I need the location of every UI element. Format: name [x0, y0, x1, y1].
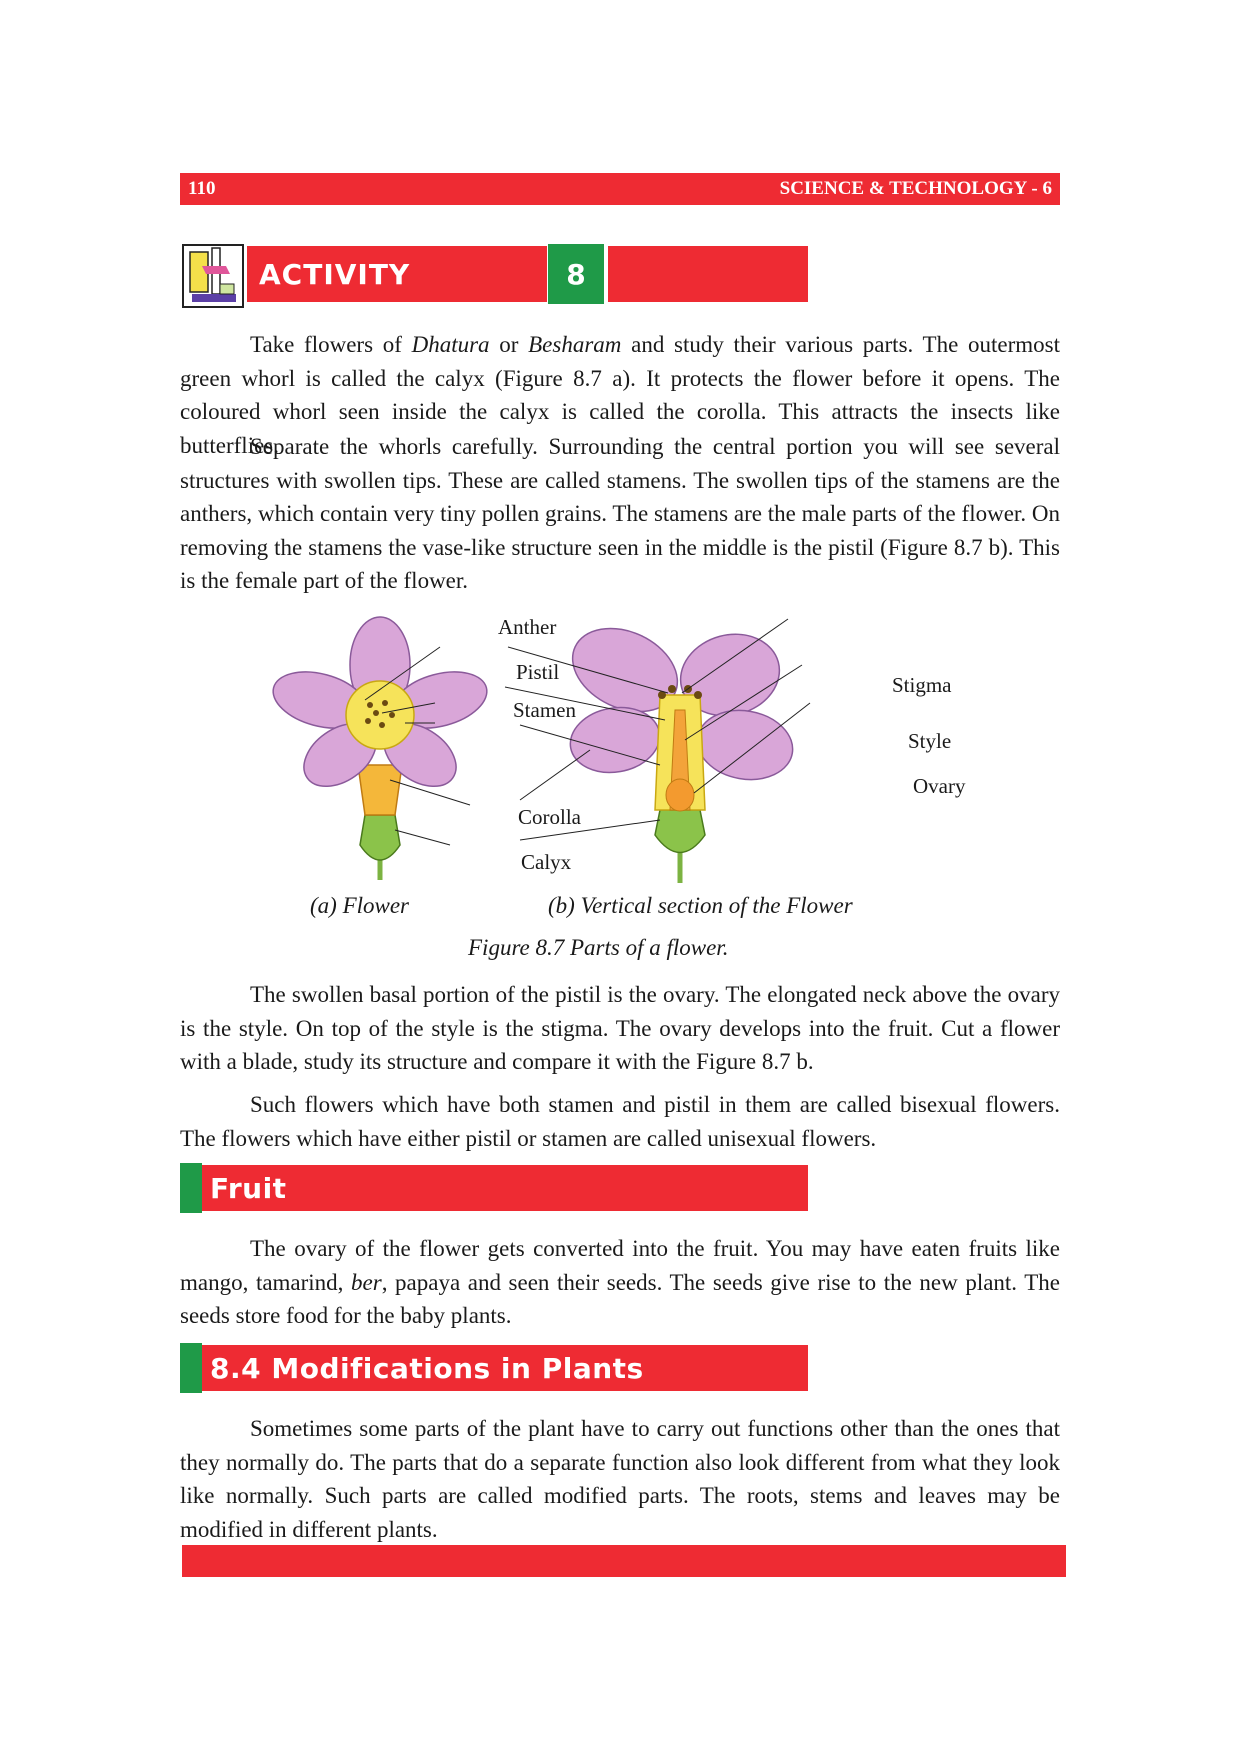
paragraph-modifications: Sometimes some parts of the plant have to carry out functions other than the ones that they normally do. The parts that do a separate function also look different from what they look like normally. Such parts are called modified parts. The roots, stems and leaves may be modified in different plants. — [180, 1416, 1060, 1542]
label-stigma: Stigma — [892, 673, 952, 697]
caption-flower-b: (b) Vertical section of the Flower — [548, 893, 853, 918]
section-heading-modifications — [180, 1345, 808, 1391]
label-ovary: Ovary — [913, 774, 966, 798]
text-run: or — [489, 332, 529, 357]
page-number: 110 — [188, 178, 216, 199]
text-run-italic: ber — [351, 1269, 382, 1295]
page-header-bar — [180, 173, 1060, 205]
figure-caption: Figure 8.7 Parts of a flower. — [468, 935, 729, 960]
paragraph-bisexual: Such flowers which have both stamen and pistil in them are called bisexual flowers. The flowers which have either pistil or stamen are called unisexual flowers. — [180, 1092, 1060, 1151]
paragraph-stamens: Separate the whorls carefully. Surrounding the central portion you will see several structures with swollen tips. These are called stamens. The swollen tips of the stamens are the anthers, which contain very tiny pollen grains. The stamens are the male parts of the flower. On removing the stamens the vase-like structure seen in the middle is the pistil (Figure 8.7 b). This is the female part of the flower. — [180, 434, 1060, 593]
text-run: , papaya and seen their seeds. The seeds give rise to the new plant. The seeds store food for the baby plants. — [180, 1269, 1060, 1328]
section-marker — [180, 1343, 202, 1393]
text-run-italic: Dhatura — [411, 332, 490, 357]
text-run-italic: Besharam — [528, 332, 622, 357]
label-stamen: Stamen — [513, 698, 576, 722]
text-run: and study their various parts. The outermost green whorl is called the calyx (Figure 8.7 a). It protects the flower before it opens. The coloured whorl seen inside the calyx is called the corolla. This attracts the insects like butterflies. — [180, 332, 1060, 458]
lab-stand-icon — [182, 244, 244, 308]
book-title: SCIENCE & TECHNOLOGY - 6 — [779, 178, 1052, 199]
text-run: Take flowers of — [250, 332, 412, 357]
paragraph-ovary: The swollen basal portion of the pistil is the ovary. The elongated neck above the ovary is the style. On top of the style is the stigma. The ovary develops into the fruit. Cut a flower with a blade, study its structure and compare it with the Figure 8.7 b. — [180, 982, 1060, 1074]
flower-a-illustration — [270, 617, 493, 880]
label-style: Style — [908, 729, 952, 753]
section-title: 8.4 Modifications in Plants — [202, 1345, 808, 1391]
section-title: Fruit — [202, 1165, 808, 1211]
page-footer-bar — [182, 1545, 1066, 1577]
label-pistil: Pistil — [516, 660, 560, 684]
activity-label: ACTIVITY — [259, 257, 411, 291]
paragraph-fruit — [180, 1232, 1060, 1333]
activity-banner-tail — [608, 246, 808, 302]
flower-figure — [270, 615, 990, 885]
label-anther: Anther — [498, 615, 557, 639]
text-run: The ovary of the flower gets converted into the fruit. You may have eaten fruits like mango, tamarind, — [180, 1236, 1060, 1295]
flower-b-illustration — [559, 615, 798, 883]
activity-number: 8 — [548, 244, 604, 304]
section-heading-fruit — [180, 1165, 808, 1211]
activity-banner — [247, 246, 547, 302]
label-corolla: Corolla — [518, 805, 581, 829]
label-calyx: Calyx — [521, 850, 572, 874]
section-marker — [180, 1163, 202, 1213]
caption-flower-a: (a) Flower — [310, 893, 410, 918]
